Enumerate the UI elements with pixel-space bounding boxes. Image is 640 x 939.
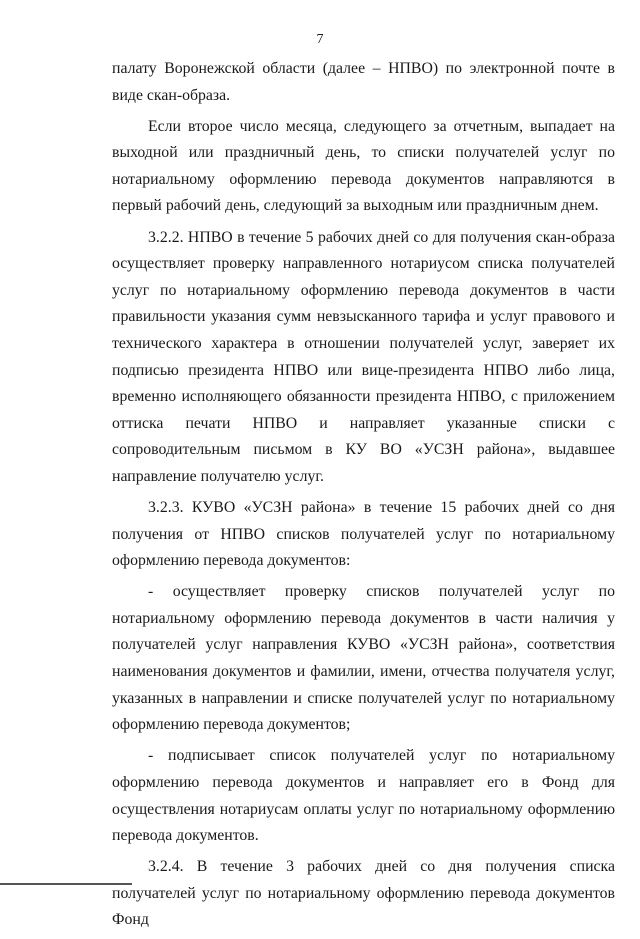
document-body — [112, 56, 615, 939]
paragraph-weekend-rule: Если второе число месяца, следующего за отчетным, выпадает на выходной или праздничный день, то списки получателей услуг по нотариальному оформлению перевода документов направляются в первый рабочий день, следующий за выходным или праздничным днем. — [112, 117, 615, 215]
scan-edge-line — [0, 883, 132, 885]
list-item-check: - осуществляет проверку списков получателей услуг по нотариальному оформлению перевода документов в части наличия у получателей услуг направления КУВО «УСЗН района», соответствия наименования документов и фамилии, имени, отчества получателя услуг, указанных в направлении и списке получателей услуг по нотариальному оформлению перевода документов; — [112, 583, 615, 734]
paragraph-3-2-2: 3.2.2. НПВО в течение 5 рабочих дней со для получения скан-образа осуществляет проверку направленного нотариусом списка получателей услуг по нотариальному оформлению перевода документов в части правильности указания сумм невзысканного тарифа и услуг правового и технического характера в отношении получателей услуг, заверяет их подписью президента НПВО или вице-президента НПВО либо лица, временно исполняющего обязанности президента НПВО, с приложением оттиска печати НПВО и направляет указанные списки с сопроводительным письмом в КУ ВО «УСЗН района», выдавшее направление получателю услуг. — [112, 228, 615, 485]
paragraph-3-2-4: 3.2.4. В течение 3 рабочих дней со дня получения списка получателей услуг по нотариальному оформлению перевода документов Фонд — [112, 858, 615, 929]
page-number: 7 — [316, 32, 324, 47]
list-item-sign: - подписывает список получателей услуг по нотариальному оформлению перевода документов и направляет его в Фонд для осуществления нотариусам оплаты услуг по нотариальному оформлению перевода документов. — [112, 747, 615, 845]
paragraph-3-2-3: 3.2.3. КУВО «УСЗН района» в течение 15 рабочих дней со дня получения от НПВО списков получателей услуг по нотариальному оформлению перевода документов: — [112, 499, 615, 570]
paragraph-continuation: палату Воронежской области (далее – НПВО) по электронной почте в виде скан-образа. — [112, 60, 615, 104]
